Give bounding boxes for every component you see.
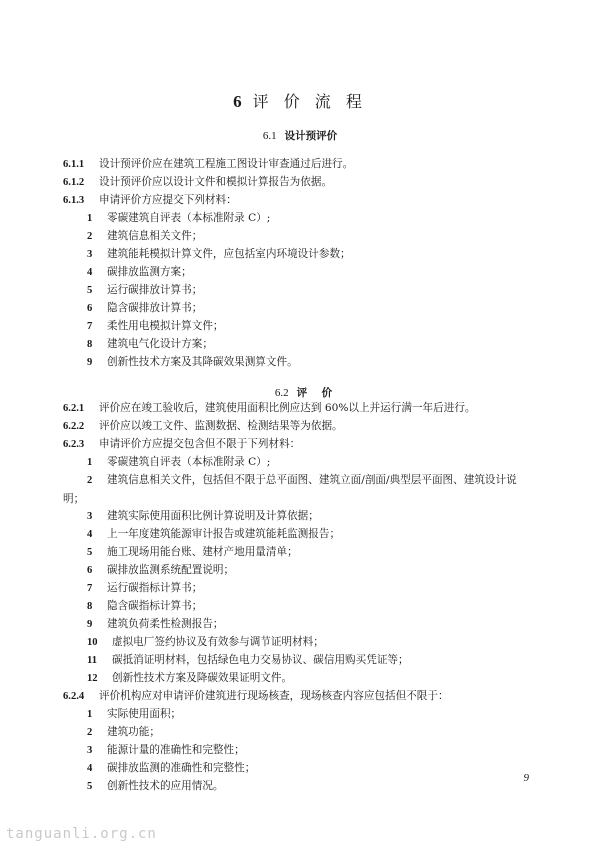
list-item: 2 建筑信息相关文件，包括但不限于总平面图、建筑立面/剖面/典型层平面图、建筑设计说 [87,474,517,486]
clause-6-1-2: 6.1.2 设计预评价应以设计文件和模拟计算报告为依据。 [63,176,333,188]
list-item: 1 零碳建筑自评表（本标准附录 C）; [87,456,271,468]
list-item: 12 创新性技术方案及降碳效果证明文件。 [87,672,293,684]
list-item: 2 建筑功能； [87,726,160,738]
clause-6-2-3: 6.2.3 申请评价方应提交包含但不限于下列材料： [63,438,301,450]
clause-6-1-3: 6.1.3 申请评价方应提交下列材料： [63,194,237,206]
chapter-number: 6 [233,92,247,111]
list-item: 2 建筑信息相关文件； [87,230,203,242]
list-item: 3 能源计量的准确性和完整性； [87,744,245,756]
clause-6-2-2: 6.2.2 评价应以竣工文件、监测数据、检测结果等为依据。 [63,420,343,432]
list-item: 10 虚拟电厂签约协议及有效参与调节证明材料； [87,636,324,648]
list-item: 7 运行碳指标计算书； [87,582,203,594]
watermark: tanguanli.org.cn [6,826,157,842]
chapter-title-text: 评 价 流 程 [252,92,367,111]
chapter-title [0,89,600,112]
list-item: 4 碳排放监测方案； [87,266,192,278]
list-item: 6 隐含碳排放计算书； [87,302,203,314]
page-number: 9 [523,772,529,784]
clause-6-2-4: 6.2.4 评价机构应对申请评价建筑进行现场核查，现场核查内容应包括但不限于： [63,690,449,702]
list-item: 9 建筑负荷柔性检测报告； [87,618,224,630]
list-item: 1 零碳建筑自评表（本标准附录 C）; [87,212,271,224]
clause-6-1-1: 6.1.1 设计预评价应在建筑工程施工图设计审查通过后进行。 [63,158,354,170]
list-item: 8 建筑电气化设计方案； [87,338,213,350]
list-item: 4 碳排放监测的准确性和完整性； [87,762,256,774]
list-item: 11 碳抵消证明材料，包括绿色电力交易协议、碳信用购买凭证等； [87,654,409,666]
list-item: 4 上一年度建筑能源审计报告或建筑能耗监测报告； [87,528,341,540]
section-title-6-1: 6.1 设计预评价 [262,130,338,142]
list-item: 7 柔性用电模拟计算文件； [87,320,224,332]
list-item: 6 碳排放监测系统配置说明； [87,564,235,576]
list-item: 1 实际使用面积； [87,708,182,720]
list-item: 5 运行碳排放计算书； [87,284,203,296]
clause-6-2-1: 6.2.1 评价应在竣工验收后，建筑使用面积比例应达到 60%以上并运行满一年后进行。 [63,402,476,414]
list-item: 8 隐含碳指标计算书； [87,600,203,612]
list-item-continuation: 明； [63,493,85,505]
list-item: 3 建筑实际使用面积比例计算说明及计算依据； [87,510,319,522]
list-item: 9 创新性技术方案及其降碳效果测算文件。 [87,356,298,368]
list-item: 3 建筑能耗模拟计算文件，应包括室内环境设计参数； [87,248,351,260]
section-title-6-2: 6.2 评 价 [274,387,333,399]
list-item: 5 施工现场用能台账、建材产地用量清单； [87,546,298,558]
list-item: 5 创新性技术的应用情况。 [87,780,224,792]
